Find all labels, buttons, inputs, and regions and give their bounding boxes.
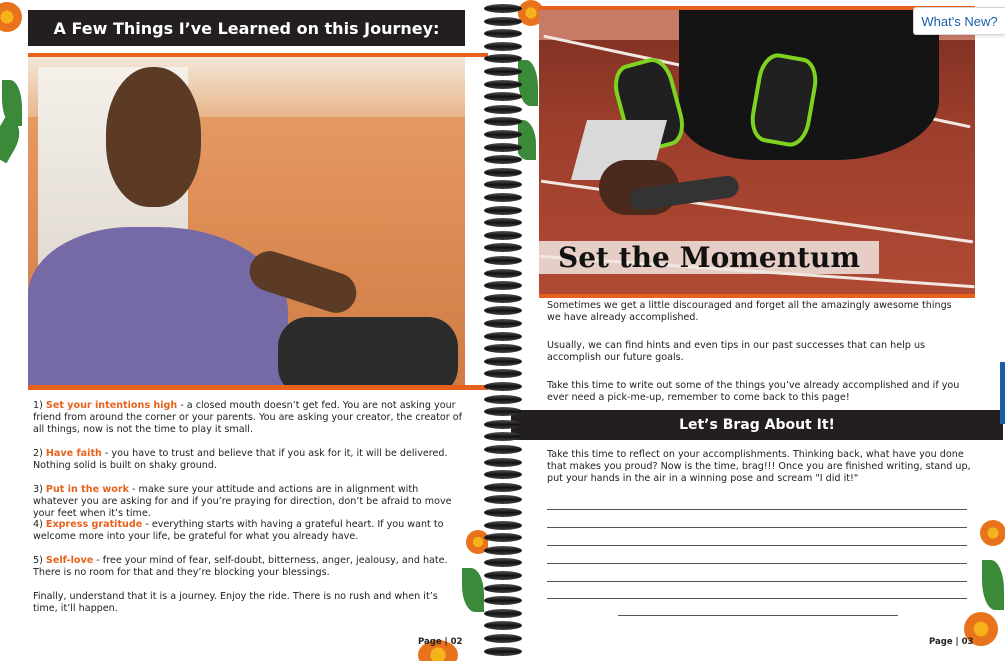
writing-line[interactable] <box>547 581 967 582</box>
whats-new-button[interactable]: What's New? <box>913 7 1005 35</box>
flower-decoration <box>0 2 22 32</box>
spiral-coil <box>484 17 522 26</box>
closing-text: Finally, understand that it is a journey. Enjoy the ride. There is no rush and when it’s time, it’ll happen. <box>33 591 438 615</box>
spiral-coil <box>484 92 522 101</box>
writing-line[interactable] <box>547 527 967 528</box>
spiral-coil <box>484 231 522 240</box>
spiral-coil <box>484 369 522 378</box>
page-number: Page | 03 <box>929 637 974 647</box>
spiral-coil <box>484 344 522 353</box>
photo-rule <box>28 385 488 390</box>
spiral-coil <box>484 584 522 593</box>
spiral-coil <box>484 281 522 290</box>
spiral-coil <box>484 420 522 429</box>
spiral-coil <box>484 432 522 441</box>
spiral-binding <box>478 0 528 661</box>
spiral-coil <box>484 243 522 252</box>
spiral-coil <box>484 470 522 479</box>
spiral-coil <box>484 458 522 467</box>
tip-item: 3) Put in the work - make sure your attitude and actions are in alignment with whatever you are asking for and if you’re praying for direction, don’t be afraid to move your feet when it’s time. <box>33 484 452 520</box>
spiral-coil <box>484 395 522 404</box>
photo-bottom-rule <box>539 294 975 298</box>
spiral-coil <box>484 29 522 38</box>
spiral-coil <box>484 180 522 189</box>
section-title: Let’s Brag About It! <box>511 410 1003 440</box>
spiral-coil <box>484 596 522 605</box>
page-title: A Few Things I’ve Learned on this Journey: <box>28 10 465 46</box>
side-tab[interactable] <box>1000 362 1005 424</box>
leaf-decoration <box>982 560 1004 610</box>
spiral-coil <box>484 647 522 656</box>
page-number: Page | 02 <box>418 637 463 647</box>
writing-line[interactable] <box>547 509 967 510</box>
writing-line[interactable] <box>547 545 967 546</box>
brag-text: Take this time to reflect on your accomplishments. Thinking back, what have you done that makes you proud? Now is the time, brag!!! Once you are finished writing, stand up, put your hands in the air in a winning pose and scream "I did it!" <box>547 449 971 485</box>
intro-paragraph: Sometimes we get a little discouraged and forget all the amazingly awesome things we have already accomplished. <box>547 300 952 324</box>
spiral-coil <box>484 382 522 391</box>
leaf-decoration <box>0 117 26 164</box>
spiral-coil <box>484 193 522 202</box>
spiral-coil <box>484 571 522 580</box>
spiral-coil <box>484 105 522 114</box>
spiral-coil <box>484 294 522 303</box>
spiral-coil <box>484 206 522 215</box>
spiral-coil <box>484 67 522 76</box>
writing-line[interactable] <box>547 598 967 599</box>
spiral-coil <box>484 495 522 504</box>
tip-item: 2) Have faith - you have to trust and believe that if you ask for it, it will be delivered. Nothing solid is built on shaky ground. <box>33 448 448 472</box>
spiral-coil <box>484 407 522 416</box>
intro-paragraph: Usually, we can find hints and even tips in our past successes that can help us accomplish our future goals. <box>547 340 926 364</box>
tip-item: 1) Set your intentions high - a closed mouth doesn’t get fed. You are not asking your friend from around the corner or your parents. You are asking your creator, the creator of all things, now is not the time to play it small. <box>33 400 462 436</box>
spiral-coil <box>484 42 522 51</box>
spiral-coil <box>484 4 522 13</box>
spiral-coil <box>484 609 522 618</box>
spiral-coil <box>484 357 522 366</box>
spiral-coil <box>484 558 522 567</box>
spiral-coil <box>484 634 522 643</box>
spiral-coil <box>484 533 522 542</box>
tip-item: 5) Self-love - free your mind of fear, self-doubt, bitterness, anger, jealousy, and hate. There is no room for that and they’re blocking your blessings. <box>33 555 448 579</box>
spiral-coil <box>484 117 522 126</box>
left-page <box>0 0 488 661</box>
spiral-coil <box>484 143 522 152</box>
spiral-coil <box>484 546 522 555</box>
spiral-coil <box>484 256 522 265</box>
runner-photo <box>539 10 975 295</box>
spiral-coil <box>484 319 522 328</box>
spiral-coil <box>484 130 522 139</box>
spiral-coil <box>484 332 522 341</box>
spiral-coil <box>484 54 522 63</box>
writing-line[interactable] <box>547 563 967 564</box>
spiral-coil <box>484 218 522 227</box>
woman-photo <box>28 57 465 387</box>
tip-item: 4) Express gratitude - everything starts with having a grateful heart. If you want to welcome more into your life, be grateful for what you already have. <box>33 519 444 543</box>
flower-decoration <box>980 520 1005 546</box>
spiral-coil <box>484 168 522 177</box>
spiral-coil <box>484 269 522 278</box>
spiral-coil <box>484 508 522 517</box>
intro-paragraph: Take this time to write out some of the things you’ve already accomplished and if you ever need a pick-me-up, remember to come back to this page! <box>547 380 960 404</box>
spiral-coil <box>484 155 522 164</box>
spiral-coil <box>484 306 522 315</box>
spiral-coil <box>484 483 522 492</box>
spiral-coil <box>484 80 522 89</box>
photo-caption: Set the Momentum <box>539 241 879 274</box>
writing-line[interactable] <box>618 615 898 616</box>
spiral-coil <box>484 521 522 530</box>
spiral-coil <box>484 445 522 454</box>
spiral-coil <box>484 621 522 630</box>
